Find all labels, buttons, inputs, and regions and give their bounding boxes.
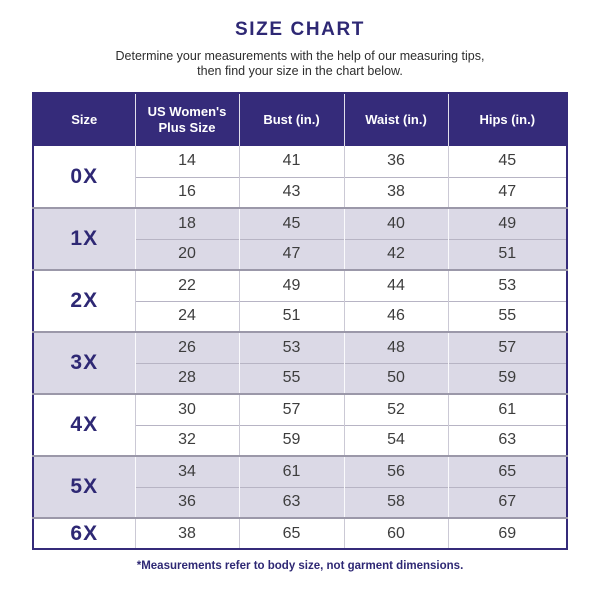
subtitle-line-1: Determine your measurements with the help of our measuring tips,: [115, 49, 485, 63]
size-label-3x: 3X: [33, 332, 135, 394]
measurement-cell: 56: [344, 456, 448, 487]
measurement-cell: 55: [239, 363, 344, 394]
measurement-cell: 16: [135, 177, 239, 208]
measurement-cell: 47: [239, 239, 344, 270]
measurement-cell: 20: [135, 239, 239, 270]
measurement-cell: 48: [344, 332, 448, 363]
measurement-cell: 36: [344, 146, 448, 177]
measurement-cell: 51: [239, 301, 344, 332]
measurement-cell: 46: [344, 301, 448, 332]
measurement-cell: 60: [344, 518, 448, 549]
measurement-cell: 61: [448, 394, 567, 425]
table-header: [33, 93, 567, 146]
subtitle-line-2: then find your size in the chart below.: [197, 64, 403, 78]
header-us-womens-plus-size: US Women's Plus Size: [135, 93, 239, 146]
header-size: Size: [33, 93, 135, 146]
page-title: SIZE CHART: [235, 19, 365, 40]
measurement-cell: 54: [344, 425, 448, 456]
measurement-cell: 22: [135, 270, 239, 301]
measurement-cell: 67: [448, 487, 567, 518]
table-row: [33, 146, 567, 177]
size-table-body: [33, 146, 567, 549]
measurement-cell: 43: [239, 177, 344, 208]
measurement-cell: 55: [448, 301, 567, 332]
measurement-cell: 52: [344, 394, 448, 425]
header-waist: Waist (in.): [344, 93, 448, 146]
measurement-cell: 59: [239, 425, 344, 456]
table-row: [33, 332, 567, 363]
table-row: [33, 518, 567, 549]
measurement-cell: 30: [135, 394, 239, 425]
measurement-cell: 42: [344, 239, 448, 270]
measurement-cell: 18: [135, 208, 239, 239]
measurement-cell: 24: [135, 301, 239, 332]
measurement-cell: 36: [135, 487, 239, 518]
measurement-cell: 38: [135, 518, 239, 549]
size-label-2x: 2X: [33, 270, 135, 332]
measurement-cell: 58: [344, 487, 448, 518]
measurement-cell: 40: [344, 208, 448, 239]
measurement-cell: 47: [448, 177, 567, 208]
measurement-cell: 41: [239, 146, 344, 177]
size-label-6x: 6X: [33, 518, 135, 549]
header-row: [33, 93, 567, 146]
measurement-cell: 28: [135, 363, 239, 394]
measurement-cell: 59: [448, 363, 567, 394]
measurement-cell: 65: [448, 456, 567, 487]
table-row: [33, 394, 567, 425]
table-row: [33, 208, 567, 239]
header-hips: Hips (in.): [448, 93, 567, 146]
table-row: [33, 456, 567, 487]
page-subtitle: [0, 49, 600, 79]
measurement-cell: 57: [239, 394, 344, 425]
measurement-cell: 32: [135, 425, 239, 456]
footnote: *Measurements refer to body size, not garment dimensions.: [136, 560, 464, 572]
measurement-cell: 44: [344, 270, 448, 301]
measurement-cell: 63: [448, 425, 567, 456]
measurement-cell: 69: [448, 518, 567, 549]
measurement-cell: 38: [344, 177, 448, 208]
measurement-cell: 61: [239, 456, 344, 487]
measurement-cell: 51: [448, 239, 567, 270]
size-label-1x: 1X: [33, 208, 135, 270]
measurement-cell: 34: [135, 456, 239, 487]
measurement-cell: 45: [448, 146, 567, 177]
measurement-cell: 14: [135, 146, 239, 177]
measurement-cell: 49: [239, 270, 344, 301]
measurement-cell: 45: [239, 208, 344, 239]
measurement-cell: 26: [135, 332, 239, 363]
measurement-cell: 65: [239, 518, 344, 549]
measurement-cell: 63: [239, 487, 344, 518]
header-bust: Bust (in.): [239, 93, 344, 146]
measurement-cell: 53: [448, 270, 567, 301]
size-chart-table: [32, 92, 568, 550]
measurement-cell: 53: [239, 332, 344, 363]
measurement-cell: 57: [448, 332, 567, 363]
measurement-cell: 49: [448, 208, 567, 239]
measurement-cell: 50: [344, 363, 448, 394]
size-label-4x: 4X: [33, 394, 135, 456]
table-row: [33, 270, 567, 301]
size-label-5x: 5X: [33, 456, 135, 518]
size-label-0x: 0X: [33, 146, 135, 208]
